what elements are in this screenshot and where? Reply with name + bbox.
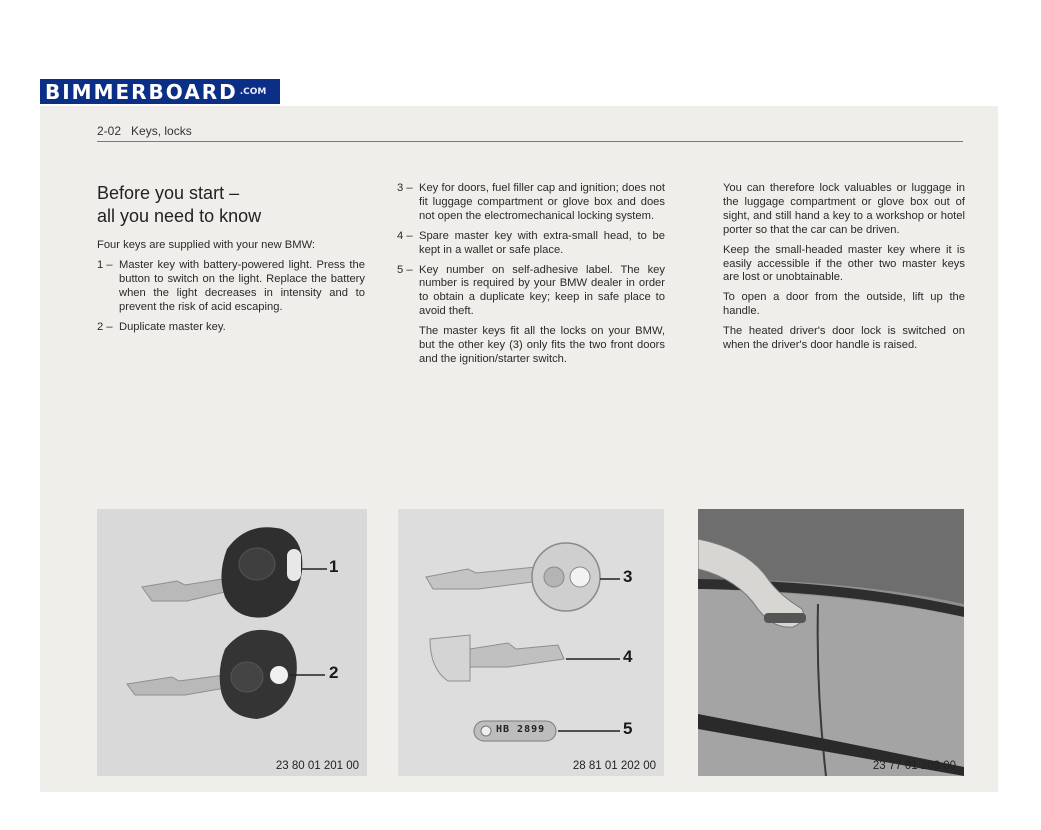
column-2	[397, 182, 665, 373]
item-number: 2 –	[97, 320, 113, 333]
callout-5: 5	[623, 719, 633, 738]
callout-1: 1	[329, 557, 339, 576]
list-item	[97, 259, 365, 315]
heading-line-2: all you need to know	[97, 206, 262, 226]
key-tag-number: HB 2899	[496, 724, 546, 735]
column-3	[723, 182, 965, 359]
item-number: 1 –	[97, 258, 113, 271]
item-text: Spare master key with extra-small head, to be kept in a wallet or safe place.	[419, 229, 665, 256]
item-text: Duplicate master key.	[119, 320, 226, 333]
item-text: Key for doors, fuel filler cap and ignition; does not fit luggage compartment or glove box and does not open the electromechanical locking system.	[419, 182, 665, 222]
logo-suffix: .COM	[239, 86, 267, 97]
section-heading	[97, 182, 377, 228]
item-number: 3 –	[397, 182, 413, 194]
list-item	[97, 321, 365, 335]
door-handle-illustration	[698, 509, 964, 776]
manual-page	[40, 106, 998, 792]
list-item	[397, 264, 665, 320]
item-number: 4 –	[397, 229, 413, 242]
figure-code: 28 81 01 202 00	[572, 760, 656, 772]
figure-code: 23 77 01 203 00	[872, 760, 956, 772]
figure-door-handle	[698, 509, 964, 776]
figure-code: 23 80 01 201 00	[275, 760, 359, 772]
paragraph: You can therefore lock valuables or luggage in the luggage compartment or glove box out of sight, and still hand a key to a workshop or hotel porter so that the car can be driven.	[723, 182, 965, 236]
master-keys-illustration	[97, 509, 367, 776]
figure-master-keys	[97, 509, 367, 776]
logo-text: BIMMERBOARD	[45, 79, 238, 104]
list-item	[397, 230, 665, 258]
paragraph: To open a door from the outside, lift up the handle.	[723, 291, 965, 318]
header-rule	[97, 141, 963, 142]
paragraph: The heated driver's door lock is switched on when the driver's door handle is raised.	[723, 325, 965, 352]
master-keys-paragraph: The master keys fit all the locks on your BMW, but the other key (3) only fits the two front doors and the ignition/starter switch.	[419, 325, 665, 365]
callout-2: 2	[329, 663, 339, 682]
callout-4: 4	[623, 647, 633, 666]
heading-line-1: Before you start –	[97, 183, 240, 203]
callout-3: 3	[623, 567, 633, 586]
item-text: Master key with battery-powered light. Press the button to switch on the light. Replace the battery when the light decreases in intensity and to prevent the risk of acid escaping.	[119, 258, 365, 313]
column-1	[97, 239, 365, 340]
item-text: Key number on self-adhesive label. The key number is required by your BMW dealer in order to obtain a duplicate key; keep in safe place to avoid theft.	[419, 263, 665, 318]
figure-keys-3-4-5	[398, 509, 664, 776]
page-header: 2-02 Keys, locks	[97, 124, 192, 138]
intro-text: Four keys are supplied with your new BMW:	[97, 239, 316, 251]
list-item	[397, 182, 665, 224]
item-number: 5 –	[397, 263, 413, 276]
paragraph: Keep the small-headed master key where it is easily accessible if the other two master keys are lost or unobtainable.	[723, 243, 965, 284]
bimmerboard-logo	[40, 79, 280, 104]
